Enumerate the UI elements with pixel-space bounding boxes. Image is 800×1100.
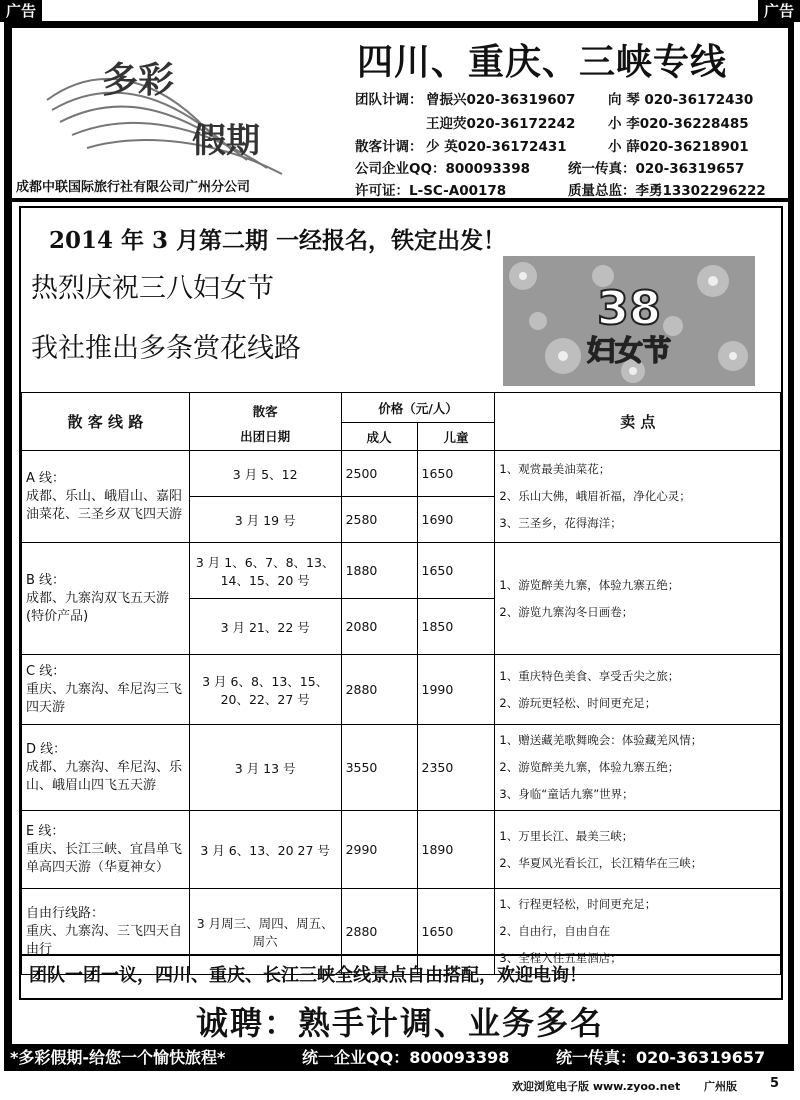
selling-points (495, 655, 781, 725)
child-price: 1650 (417, 451, 495, 497)
fax-line: 统一传真：020-36319657 (568, 161, 745, 177)
header-route: 散 客 线 路 (22, 393, 190, 451)
adult-price: 3550 (341, 725, 417, 811)
selling-point: 2、游览醉美九寨，体验九寨五绝； (499, 760, 680, 774)
selling-point: 1、观赏最美油菜花； (499, 462, 611, 476)
route-date: 3 月 19 号 (189, 497, 341, 543)
promo-line-1: 热烈庆祝三八妇女节 (31, 273, 274, 304)
selling-point: 3、身临“童话九寨”世界； (499, 787, 634, 801)
header-panel (12, 28, 788, 198)
route-name: 自由行线路： 重庆、九寨沟、三飞四天自由行 (22, 889, 190, 975)
route-row (22, 655, 781, 725)
adult-price: 2880 (341, 889, 417, 975)
individual-label: 散客计调： (355, 139, 423, 155)
recruitment-banner: 诚聘：熟手计调、业务多名 (12, 1002, 788, 1044)
child-price: 1850 (417, 599, 495, 655)
route-name: A 线： 成都、乐山、峨眉山、嘉阳油菜花、三圣乡双飞四天游 (22, 451, 190, 543)
content-box (19, 206, 783, 1000)
selling-point: 3、全程入住五星酒店； (499, 951, 622, 965)
selling-point: 2、乐山大佛，峨眉祈福，净化心灵； (499, 489, 691, 503)
route-row (22, 725, 781, 811)
promo-headline: 2014 年 3 月第二期 一经报名，铁定出发！ (49, 227, 507, 254)
edition-label: 广州版 (704, 1080, 737, 1093)
adult-price: 2990 (341, 811, 417, 889)
ad-label-left: 广告 (0, 0, 42, 22)
selling-point: 2、自由行，自由自在 (499, 924, 611, 938)
logo-text-top: 多彩 (102, 59, 175, 101)
selling-point: 1、重庆特色美食、享受舌尖之旅； (499, 668, 680, 683)
route-row (22, 811, 781, 889)
header-date-top: 散客 (189, 393, 341, 423)
license-line: 许可证：L-SC-A00178 (355, 183, 507, 199)
adult-price: 2500 (341, 451, 417, 497)
adult-price: 1880 (341, 543, 417, 599)
selling-points (495, 725, 781, 811)
route-table (21, 392, 781, 975)
selling-point: 2、游玩更轻松、时间更充足； (499, 695, 657, 710)
team-contact: 向 琴 020-36172430 (608, 92, 754, 108)
selling-points (495, 811, 781, 889)
company-name: 成都中联国际旅行社有限公司广州分公司 (16, 180, 251, 195)
child-price: 1890 (417, 811, 495, 889)
selling-point: 1、万里长江、最美三峡； (499, 828, 634, 843)
route-date: 3 月 6、13、20 27 号 (189, 811, 341, 889)
route-date: 3 月 1、6、7、8、13、14、15、20 号 (189, 543, 341, 599)
image-caption: 妇女节 (586, 334, 672, 367)
logo-text-bottom: 假期 (192, 121, 260, 161)
womens-day-image (503, 256, 755, 386)
header-selling-points: 卖 点 (495, 393, 781, 451)
selling-points (495, 451, 781, 543)
team-contact: 曾振兴020-36319607 (426, 92, 576, 108)
route-name: C 线： 重庆、九寨沟、牟尼沟三飞四天游 (22, 655, 190, 725)
image-number: 38 (596, 281, 662, 335)
route-body (22, 451, 781, 975)
header-date-bottom: 出团日期 (189, 423, 341, 451)
swoosh-icon (42, 40, 302, 180)
selling-point: 1、游览醉美九寨，体验九寨五绝； (499, 577, 680, 592)
ad-label-right: 广告 (758, 0, 800, 22)
team-contact: 王迎荧020-36172242 (426, 116, 576, 132)
route-name: B 线： 成都、九寨沟双飞五天游(特价产品) (22, 543, 190, 655)
route-date: 3 月 21、22 号 (189, 599, 341, 655)
footer-bar (4, 1044, 794, 1071)
team-label: 团队计调： (355, 92, 423, 108)
child-price: 1990 (417, 655, 495, 725)
page-title: 四川、重庆、三峡专线 (357, 42, 728, 83)
quality-line: 质量总监：李勇13302296222 (568, 183, 766, 199)
promo-line-2: 我社推出多条赏花线路 (31, 333, 301, 364)
team-contact: 小 李020-36228485 (608, 116, 749, 132)
child-price: 1650 (417, 889, 495, 975)
individual-contact: 少 英020-36172431 (426, 139, 567, 155)
header-price: 价格（元/人） (341, 393, 495, 423)
footer-slogan: *多彩假期-给您一个愉快旅程* (10, 1048, 226, 1067)
header-adult: 成人 (341, 423, 417, 451)
adult-price: 2580 (341, 497, 417, 543)
team-note: 团队一团一议，四川、重庆、长江三峡全线景点自由搭配，欢迎电询！ (21, 954, 781, 996)
route-date: 3 月 5、12 (189, 451, 341, 497)
adult-price: 2880 (341, 655, 417, 725)
selling-points (495, 543, 781, 655)
route-name: E 线： 重庆、长江三峡、宜昌单飞单高四天游（华夏神女） (22, 811, 190, 889)
child-price: 1650 (417, 543, 495, 599)
footer-fax: 统一传真：020-36319657 (556, 1048, 766, 1067)
page-number: 5 (770, 1076, 780, 1091)
adult-price: 2080 (341, 599, 417, 655)
route-row (22, 451, 781, 497)
selling-point: 3、三圣乡，花得海洋； (499, 516, 622, 530)
selling-point: 1、赠送藏羌歌舞晚会：体验藏羌风情； (499, 733, 703, 747)
main-panel (12, 202, 788, 1002)
brand-logo (42, 40, 302, 180)
header-child: 儿童 (417, 423, 495, 451)
route-date: 3 月周三、周四、周五、周六 (189, 889, 341, 975)
route-date: 3 月 13 号 (189, 725, 341, 811)
route-name: D 线： 成都、九寨沟、牟尼沟、乐山、峨眉山四飞五天游 (22, 725, 190, 811)
route-row (22, 543, 781, 599)
flower-banner-icon (503, 256, 755, 386)
selling-point: 1、行程更轻松，时间更充足； (499, 897, 657, 911)
child-price: 2350 (417, 725, 495, 811)
footer-qq: 统一企业QQ：800093398 (302, 1048, 510, 1067)
route-date: 3 月 6、8、13、15、20、22、27 号 (189, 655, 341, 725)
site-link[interactable]: 欢迎浏览电子版 www.zyoo.net (512, 1080, 681, 1093)
selling-point: 2、华夏风光看长江，长江精华在三峡； (499, 855, 703, 870)
qq-line: 公司企业QQ：800093398 (355, 161, 530, 177)
child-price: 1690 (417, 497, 495, 543)
selling-point: 2、游览九寨沟冬日画卷； (499, 604, 634, 619)
individual-contact: 小 薛020-36218901 (608, 139, 749, 155)
